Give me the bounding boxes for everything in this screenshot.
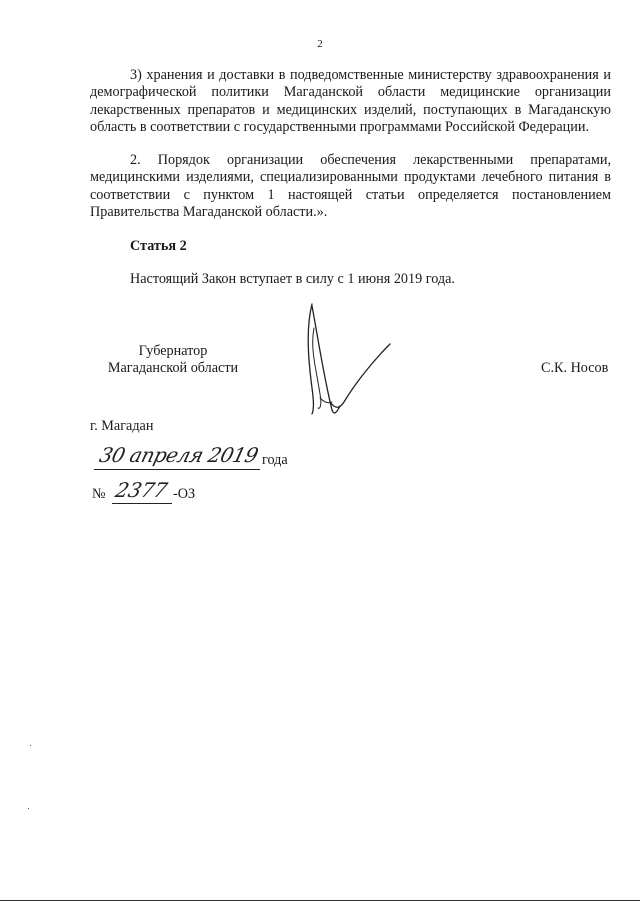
handwritten-date: 30 апреля 2019: [97, 443, 261, 467]
article-2-text: Настоящий Закон вступает в силу с 1 июня 2019 года.: [130, 271, 455, 287]
handwritten-signature: [290, 298, 400, 423]
signatory-title-line-2: Магаданской области: [107, 360, 239, 377]
scan-speck: [30, 745, 31, 746]
number-prefix: №: [92, 486, 106, 502]
paragraph-item-3: 3) хранения и доставки в подведомственные министерству здравоохранения и демографической политики Магаданской области медицинские организации лекарственных препаратов и медицинских изделий, поступающих в Магаданскую область в соответствии с государственными программами Российской Федерации.: [90, 67, 611, 136]
date-field: [94, 443, 261, 470]
scan-speck: [28, 808, 29, 809]
scan-edge-line: [0, 900, 640, 901]
signatory-title: [98, 343, 248, 378]
signatory-name: С.К. Носов: [541, 360, 609, 376]
article-2-heading: Статья 2: [130, 238, 187, 254]
signatory-title-line-1: Губернатор: [138, 343, 208, 359]
page-number: 2: [317, 38, 323, 50]
handwritten-law-number: 2377: [113, 478, 170, 502]
paragraph-item-2: 2. Порядок организации обеспечения лекарственными препаратами, медицинскими изделиями, специализированными продуктами лечебного питания в соответствии с пунктом 1 настоящей статьи определяется постановлением Правительства Магаданской области.».: [90, 152, 611, 221]
place-of-signing: г. Магадан: [90, 418, 154, 434]
law-number-field: [112, 478, 172, 504]
number-suffix: -ОЗ: [173, 486, 196, 502]
date-suffix: года: [262, 452, 288, 468]
